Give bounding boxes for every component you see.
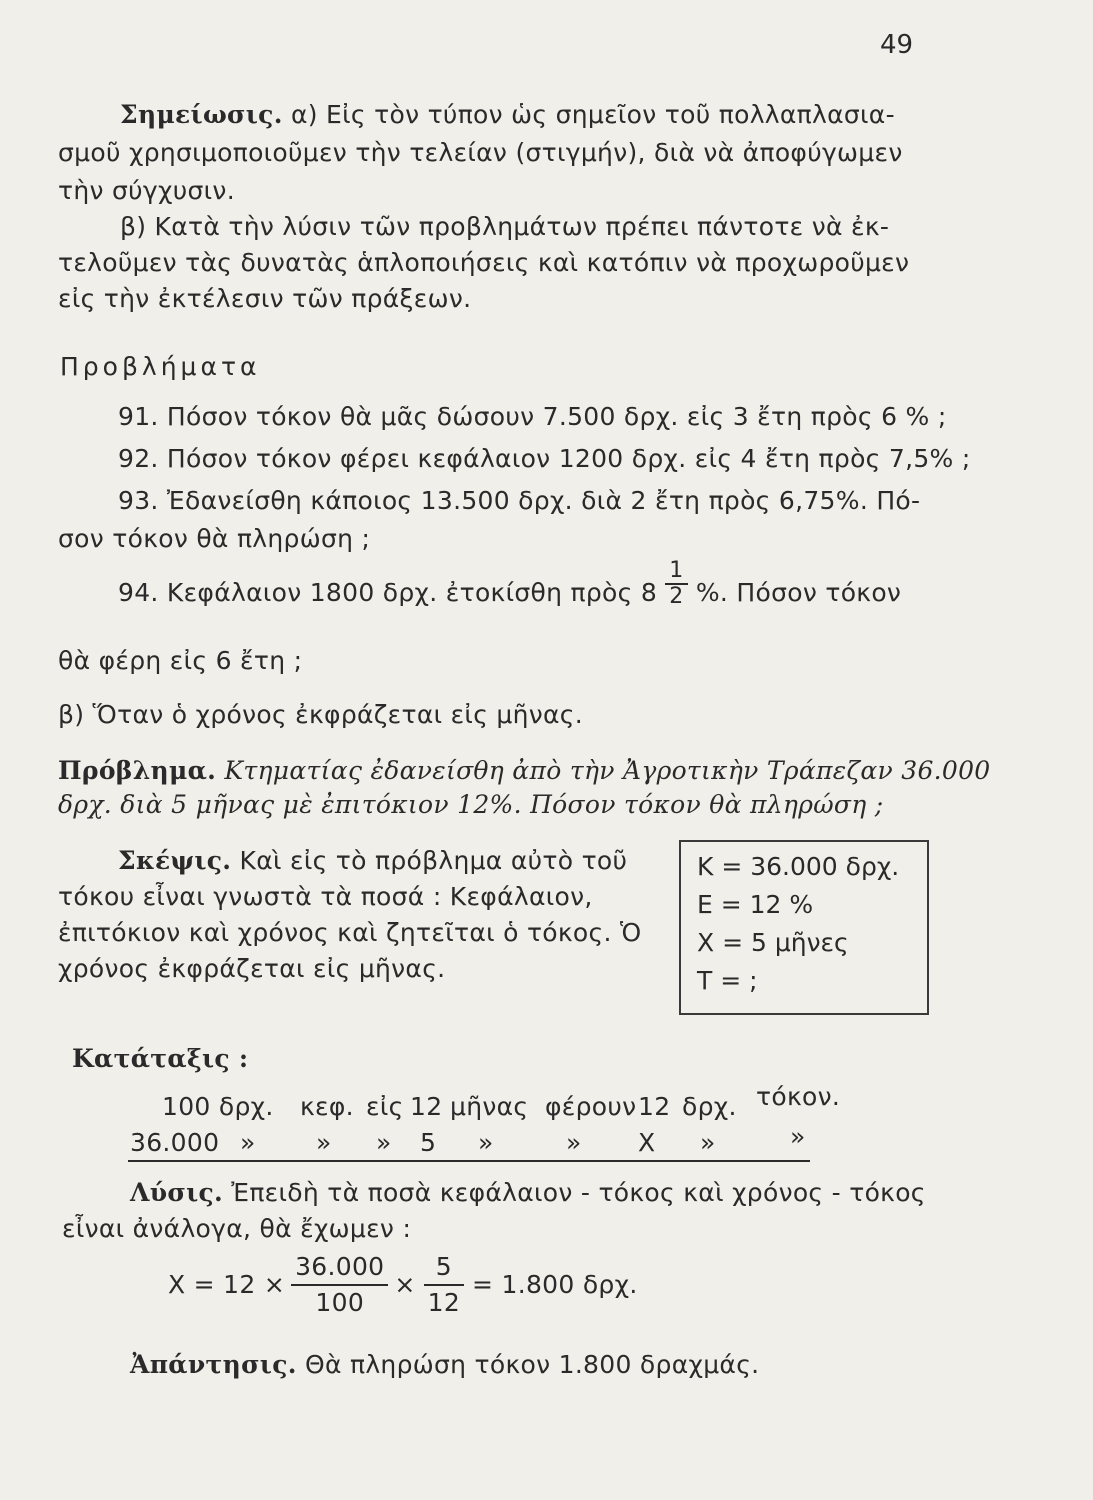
notes-label: Σημείωσις. [120,100,283,129]
fraction-denominator: 100 [315,1288,365,1317]
notes-line: τὴν σύγχυσιν. [58,176,235,205]
notes-line: σμοῦ χρησιμοποιοῦμεν τὴν τελείαν (στιγμήν), διὰ νὰ ἀποφύγωμεν [58,138,903,167]
fraction-one-half [665,559,687,609]
problem-label: Πρόβλημα. [58,756,217,785]
problem-94-text: 94. Κεφάλαιον 1800 δρχ. ἐτοκίσθη πρὸς 8 [118,578,658,607]
answer-line [130,1350,759,1380]
solution-equation [168,1250,638,1320]
arrangement-cell: εἰς [366,1092,404,1121]
arrangement-cell: » [316,1128,332,1157]
section-b-heading: β) Ὅταν ὁ χρόνος ἐκφράζεται εἰς μῆνας. [58,700,584,729]
arrangement-cell: 36.000 [130,1128,220,1157]
arrangement-cell: 100 δρχ. [162,1092,274,1121]
arrangement-cell: Χ [638,1128,656,1157]
given-capital: Κ = 36.000 δρχ. [697,852,900,881]
problem-91: 91. Πόσον τόκον θὰ μᾶς δώσουν 7.500 δρχ. εἰς 3 ἔτη πρὸς 6 % ; [118,402,947,431]
solution-label: Λύσις. [130,1178,223,1207]
notes-line: εἰς τὴν ἐκτέλεσιν τῶν πράξεων. [58,284,472,313]
answer-text: Θὰ πληρώση τόκον 1.800 δραχμάς. [304,1350,760,1379]
fraction-denominator: 2 [669,584,684,609]
problem-text: Κτηματίας ἐδανείσθη ἀπὸ τὴν Ἀγροτικὴν Τράπεζαν 36.000 [224,756,991,785]
equation-rhs: = 1.800 δρχ. [472,1270,638,1299]
arrangement-cell: 12 [410,1092,443,1121]
given-rate: Ε = 12 % [697,890,814,919]
thinking-line: ἐπιτόκιον καὶ χρόνος καὶ ζητεῖται ὁ τόκος. Ὁ [58,918,642,947]
given-time: Χ = 5 μῆνες [697,928,849,957]
fraction-capital-ratio [291,1250,388,1320]
problems-heading: Προβλήματα [60,352,261,381]
arrangement-cell: » [790,1122,806,1151]
arrangement-cell: » [700,1128,716,1157]
fraction-numerator: 1 [665,559,687,585]
solution-text: Ἐπειδὴ τὰ ποσὰ κεφάλαιον - τόκος καὶ χρόνος - τόκος [231,1178,926,1207]
problem-94-cont: θὰ φέρη εἰς 6 ἔτη ; [58,646,303,675]
arrangement-cell: δρχ. [682,1092,737,1121]
problem-94 [118,558,902,609]
fraction-denominator: 12 [427,1288,461,1317]
problem-text-cont: δρχ. διὰ 5 μῆνας μὲ ἐπιτόκιον 12%. Πόσον τόκον θὰ πληρώση ; [58,790,884,819]
problem-92: 92. Πόσον τόκον φέρει κεφάλαιον 1200 δρχ. εἰς 4 ἔτη πρὸς 7,5% ; [118,444,971,473]
solution-line [130,1178,926,1208]
problem-93: 93. Ἐδανείσθη κάποιος 13.500 δρχ. διὰ 2 ἔτη πρὸς 6,75%. Πό- [118,486,921,515]
arrangement-cell: 12 [638,1092,671,1121]
solution-line-2: εἶναι ἀνάλογα, θὰ ἔχωμεν : [62,1214,412,1243]
thinking-line: τόκου εἶναι γνωστὰ τὰ ποσά : Κεφάλαιον, [58,882,593,911]
times-sign: × [394,1270,416,1299]
given-interest: Τ = ; [697,966,758,995]
fraction-numerator: 5 [424,1250,464,1286]
givens-box [679,840,929,1015]
notes-line: τελοῦμεν τὰς δυνατὰς ἁπλοποιήσεις καὶ κατόπιν νὰ προχωροῦμεν [58,248,910,277]
arrangement-cell: » [376,1128,392,1157]
problem-93-cont: σον τόκον θὰ πληρώση ; [58,524,371,553]
arrangement-label: Κατάταξις : [72,1044,249,1073]
problem-statement [58,756,991,786]
arrangement-cell: » [240,1128,256,1157]
fraction-months-ratio [424,1250,464,1320]
answer-label: Ἀπάντησις. [130,1350,297,1379]
page-number: 49 [880,30,914,60]
equation-lhs: Χ = 12 × [168,1270,286,1299]
arrangement-underline [128,1160,810,1162]
notes-line: β) Κατὰ τὴν λύσιν τῶν προβλημάτων πρέπει πάντοτε νὰ ἐκ- [120,212,890,241]
thinking-line [118,846,627,876]
arrangement-cell: » [566,1128,582,1157]
arrangement-cell: τόκον. [756,1082,841,1111]
notes-line: α) Εἰς τὸν τύπον ὡς σημεῖον τοῦ πολλαπλασια- [290,100,895,129]
arrangement-cell: κεφ. [300,1092,354,1121]
arrangement-cell: » [478,1128,494,1157]
problem-94-text-end: %. Πόσον τόκον [695,578,902,607]
thinking-line: χρόνος ἐκφράζεται εἰς μῆνας. [58,954,446,983]
thinking-text: Καὶ εἰς τὸ πρόβλημα αὐτὸ τοῦ [239,846,628,875]
arrangement-cell: 5 [420,1128,437,1157]
thinking-label: Σκέψις. [118,846,232,875]
arrangement-cell: μῆνας [450,1092,529,1121]
fraction-numerator: 36.000 [291,1250,388,1286]
arrangement-cell: φέρουν [545,1092,637,1121]
